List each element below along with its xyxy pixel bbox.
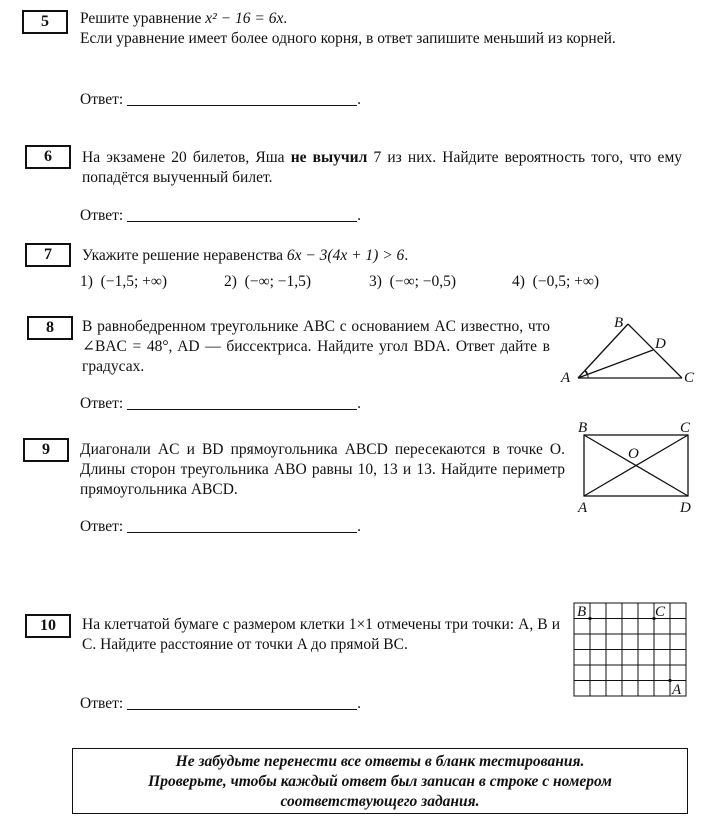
answer-label: Ответ: (80, 395, 124, 412)
task-10-answer: Ответ: . (80, 695, 362, 712)
task-5-equation: x² − 16 = 6x (205, 10, 284, 27)
option-label: 3) (369, 273, 382, 290)
answer-line-5[interactable] (127, 91, 357, 106)
task-7-option-4[interactable] (512, 271, 599, 293)
answer-label: Ответ: (80, 91, 124, 108)
task-number-6: 6 (25, 145, 71, 169)
task-9-answer: Ответ: . (80, 518, 362, 535)
task-7-option-3[interactable] (369, 271, 456, 293)
task-5-instruction: Если уравнение имеет более одного корня, в ответ запишите меньший из корней. (80, 30, 616, 47)
rectangle-diagonals-figure (572, 418, 700, 516)
footer-line-2: Проверьте, чтобы каждый ответ был записан в строке с номером (148, 773, 612, 790)
task-number-9: 9 (23, 438, 69, 462)
label-d: D (680, 500, 691, 516)
task-number-5: 5 (22, 10, 68, 34)
answer-line-9[interactable] (127, 518, 357, 533)
task-8-text: В равнобедренном треугольнике ABC с основанием AC известно, что ∠BAC = 48°, AD — биссектриса. Найдите угол BDA. Ответ дайте в градусах. (82, 318, 550, 375)
label-a: A (672, 682, 682, 698)
answer-line-10[interactable] (127, 695, 357, 710)
label-c: C (684, 370, 695, 386)
task-5-text: Решите уравнение x² − 16 = 6x. Если уравнение имеет более одного корня, в ответ запишите меньший из корней. (80, 10, 616, 47)
task-5-intro: Решите уравнение (80, 10, 206, 27)
option-label: 2) (224, 273, 237, 290)
task-number-10: 10 (25, 614, 71, 638)
task-8-answer: Ответ: . (80, 395, 362, 412)
grid-points-figure (570, 600, 690, 700)
label-c: C (655, 604, 666, 620)
label-b: B (578, 420, 588, 436)
label-b: B (577, 604, 587, 620)
task-7-option-2[interactable] (224, 271, 311, 293)
footer-line-3: соответствующего задания. (280, 793, 480, 810)
task-6-text (82, 148, 682, 188)
answer-label: Ответ: (80, 518, 124, 535)
answer-label: Ответ: (80, 695, 124, 712)
label-b: B (614, 315, 624, 331)
label-a: A (561, 370, 571, 386)
task-6-text-bold: не выучил (290, 149, 368, 166)
task-7-text: Укажите решение неравенства 6x − 3(4x + 1) > 6. (82, 247, 409, 264)
task-5-answer: Ответ: . (80, 91, 362, 108)
label-a: A (578, 500, 588, 516)
option-value: (−1,5; +∞) (100, 273, 168, 290)
task-7-intro: Укажите решение неравенства (82, 247, 287, 264)
option-value: (−∞; −0,5) (389, 273, 457, 290)
label-d: D (655, 336, 666, 352)
task-number-7: 7 (25, 243, 71, 267)
answer-line-8[interactable] (127, 395, 357, 410)
isosceles-triangle-figure (558, 312, 698, 388)
task-7-inequality: 6x − 3(4x + 1) > 6 (286, 247, 405, 264)
option-value: (−∞; −1,5) (244, 273, 312, 290)
task-10-text: На клетчатой бумаге с размером клетки 1×1 отмечены три точки: A, B и C. Найдите расстояние от точки A до прямой BC. (82, 616, 560, 653)
task-9-text: Диагонали AC и BD прямоугольника ABCD пересекаются в точке O. Длины сторон треугольника ABO равны 10, 13 и 13. Найдите периметр прямоугольника ABCD. (80, 441, 565, 498)
task-7-option-1[interactable] (80, 271, 167, 293)
answer-label: Ответ: (80, 207, 124, 224)
option-label: 1) (80, 273, 93, 290)
option-value: (−0,5; +∞) (532, 273, 600, 290)
option-label: 4) (512, 273, 525, 290)
footer-reminder-box (72, 748, 688, 814)
label-c: C (680, 420, 691, 436)
task-6-answer: Ответ: . (80, 207, 362, 224)
task-6-text-b: 7 из них. Найдите вероятность того, что ему попадётся выученный билет. (82, 149, 682, 186)
answer-line-6[interactable] (127, 207, 357, 222)
footer-line-1: Не забудьте перенести все ответы в бланк тестирования. (175, 753, 585, 770)
task-6-text-a: На экзамене 20 билетов, Яша (82, 149, 291, 166)
task-number-8: 8 (27, 316, 73, 340)
label-o: O (628, 446, 639, 462)
